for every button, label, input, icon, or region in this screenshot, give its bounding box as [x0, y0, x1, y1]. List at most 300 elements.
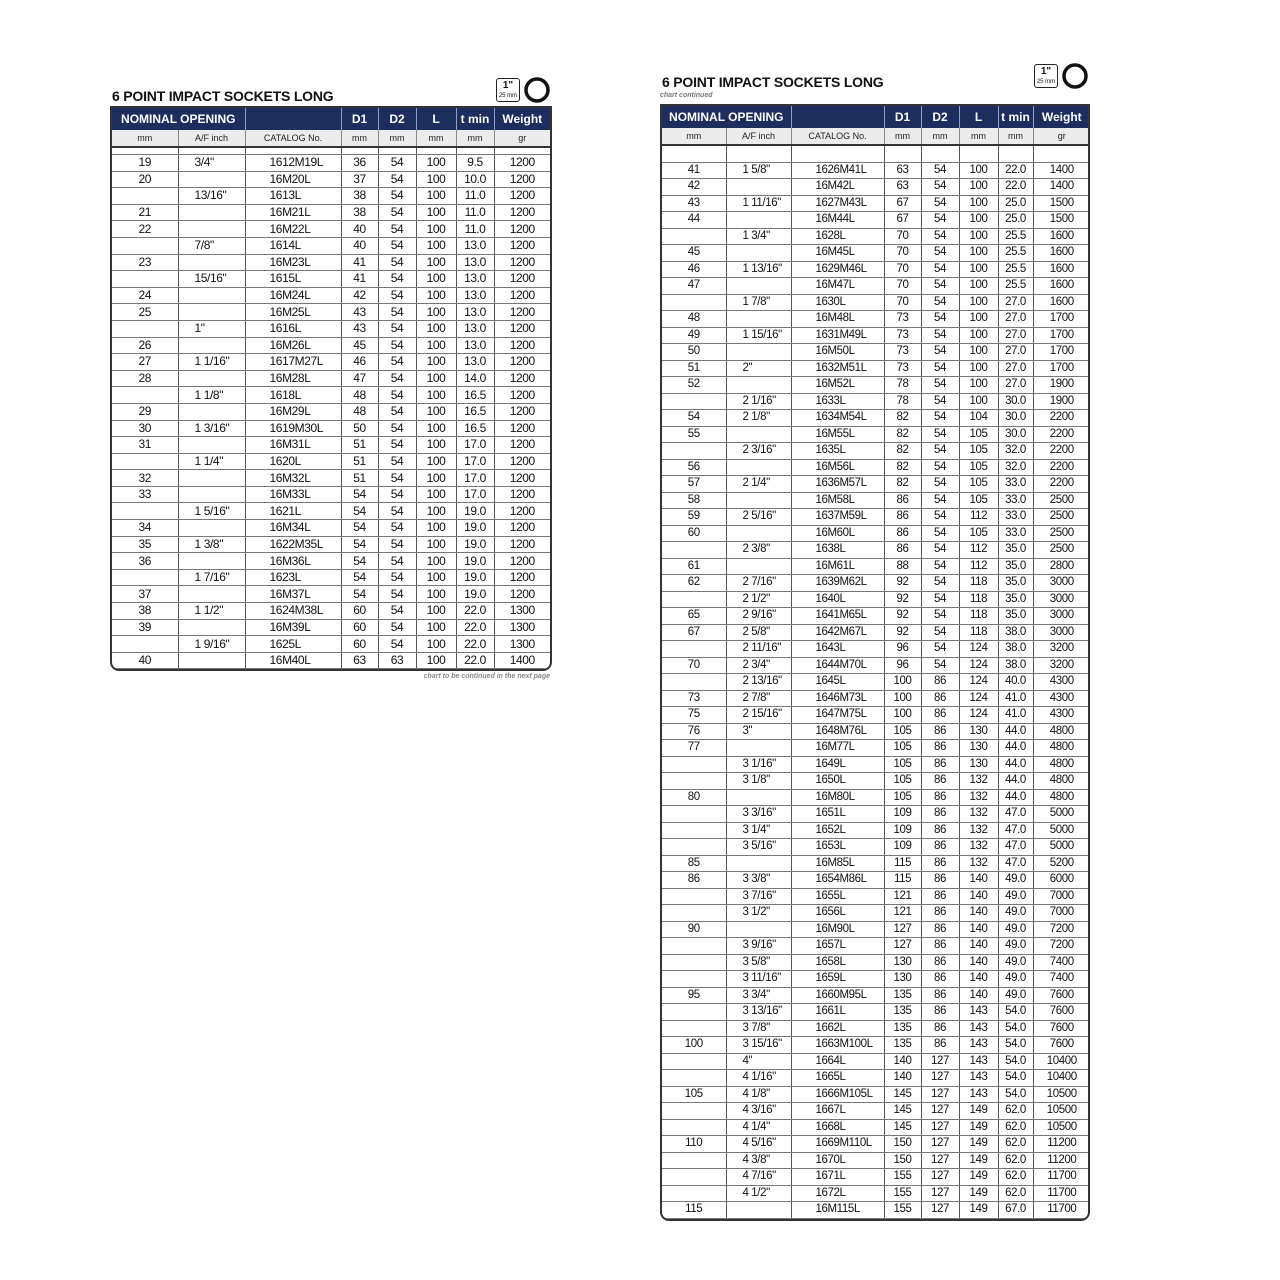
table-row: [662, 1037, 1090, 1054]
af-inch-cell: 4 5/16": [726, 1136, 791, 1153]
l-cell: 112: [959, 542, 998, 559]
catalog-cell: 16M48L: [791, 311, 884, 328]
catalog-cell: 1652L: [791, 822, 884, 839]
mm-cell: 27: [112, 354, 178, 371]
d1-cell: 100: [884, 674, 921, 691]
af-inch-cell: 2 3/4": [726, 657, 791, 674]
table-row: [662, 773, 1090, 790]
catalog-cell: 1670L: [791, 1152, 884, 1169]
mm-cell: [112, 237, 178, 254]
d1-cell: 82: [884, 426, 921, 443]
tmin-cell: 49.0: [998, 872, 1033, 889]
mm-cell: [662, 888, 726, 905]
catalog-cell: 1649L: [791, 756, 884, 773]
weight-cell: 1400: [1033, 179, 1090, 196]
catalog-cell: 1627M43L: [791, 195, 884, 212]
tmin-cell: 38.0: [998, 657, 1033, 674]
d2-cell: 86: [921, 839, 959, 856]
d2-cell: 54: [921, 476, 959, 493]
spacer-cell: [998, 145, 1033, 162]
mm-cell: [112, 453, 178, 470]
weight-cell: 2500: [1033, 492, 1090, 509]
af-inch-cell: 3 15/16": [726, 1037, 791, 1054]
table-row: [662, 723, 1090, 740]
catalog-cell: 16M25L: [245, 304, 341, 321]
mm-cell: 31: [112, 437, 178, 454]
d2-cell: 54: [378, 437, 416, 454]
subheader-mm: mm: [662, 128, 726, 145]
d2-cell: 54: [921, 459, 959, 476]
d1-cell: 105: [884, 740, 921, 757]
catalog-cell: 1645L: [791, 674, 884, 691]
d1-cell: 145: [884, 1103, 921, 1120]
d2-cell: 54: [921, 591, 959, 608]
af-inch-cell: 3 5/16": [726, 839, 791, 856]
d2-cell: 54: [378, 636, 416, 653]
table-row: [112, 354, 550, 371]
tmin-cell: 41.0: [998, 690, 1033, 707]
mm-cell: 20: [112, 171, 178, 188]
table-row: [662, 921, 1090, 938]
l-cell: 105: [959, 476, 998, 493]
catalog-cell: 1655L: [791, 888, 884, 905]
table-row: [662, 426, 1090, 443]
mm-cell: 21: [112, 204, 178, 221]
catalog-cell: 1669M110L: [791, 1136, 884, 1153]
l-cell: 100: [416, 204, 456, 221]
af-inch-cell: [726, 212, 791, 229]
af-inch-cell: [726, 179, 791, 196]
tmin-cell: 40.0: [998, 674, 1033, 691]
d2-cell: 86: [921, 1020, 959, 1037]
tmin-cell: 27.0: [998, 311, 1033, 328]
tmin-cell: 49.0: [998, 888, 1033, 905]
d2-cell: 54: [921, 377, 959, 394]
weight-cell: 3000: [1033, 575, 1090, 592]
d1-cell: 88: [884, 558, 921, 575]
table-row: [662, 1185, 1090, 1202]
mm-cell: 28: [112, 370, 178, 387]
l-cell: 105: [959, 525, 998, 542]
weight-cell: 7600: [1033, 987, 1090, 1004]
af-inch-cell: [726, 377, 791, 394]
catalog-cell: 1644M70L: [791, 657, 884, 674]
d1-cell: 100: [884, 707, 921, 724]
af-inch-cell: 4 1/2": [726, 1185, 791, 1202]
l-cell: 130: [959, 756, 998, 773]
d1-cell: 38: [341, 204, 378, 221]
mm-cell: 49: [662, 327, 726, 344]
d1-cell: 51: [341, 470, 378, 487]
d1-cell: 82: [884, 410, 921, 427]
d2-cell: 54: [921, 525, 959, 542]
l-cell: 100: [959, 228, 998, 245]
af-inch-cell: 3 1/4": [726, 822, 791, 839]
tmin-cell: 13.0: [456, 271, 494, 288]
af-inch-cell: [726, 525, 791, 542]
catalog-cell: 1615L: [245, 271, 341, 288]
mm-cell: [662, 674, 726, 691]
d1-cell: 127: [884, 938, 921, 955]
d1-cell: 41: [341, 254, 378, 271]
weight-cell: 1200: [494, 204, 550, 221]
l-cell: 100: [416, 586, 456, 603]
d2-cell: 54: [921, 228, 959, 245]
subheader-af-inch: A/F inch: [178, 130, 245, 147]
af-inch-cell: 2 7/8": [726, 690, 791, 707]
mm-cell: 90: [662, 921, 726, 938]
catalog-cell: 1639M62L: [791, 575, 884, 592]
af-inch-cell: [726, 311, 791, 328]
l-cell: 105: [959, 426, 998, 443]
mm-cell: 54: [662, 410, 726, 427]
af-inch-cell: 1 5/8": [726, 162, 791, 179]
af-inch-cell: 1 7/8": [726, 294, 791, 311]
d2-cell: 54: [921, 344, 959, 361]
d1-cell: 51: [341, 453, 378, 470]
tmin-cell: 49.0: [998, 954, 1033, 971]
af-inch-cell: 3 1/2": [726, 905, 791, 922]
mm-cell: 50: [662, 344, 726, 361]
d2-cell: 54: [378, 486, 416, 503]
af-inch-cell: 3 7/8": [726, 1020, 791, 1037]
table-row: [662, 591, 1090, 608]
tmin-cell: 35.0: [998, 608, 1033, 625]
subheader-tmin-unit: mm: [998, 128, 1033, 145]
weight-cell: 1200: [494, 171, 550, 188]
af-inch-cell: [178, 370, 245, 387]
catalog-cell: 1628L: [791, 228, 884, 245]
mm-cell: 76: [662, 723, 726, 740]
l-cell: 140: [959, 888, 998, 905]
d1-cell: 86: [884, 509, 921, 526]
l-cell: 130: [959, 723, 998, 740]
catalog-cell: 1654M86L: [791, 872, 884, 889]
socket-table-grid: [662, 106, 1090, 1219]
mm-cell: 38: [112, 603, 178, 620]
tmin-cell: 35.0: [998, 558, 1033, 575]
l-cell: 100: [416, 287, 456, 304]
table-row: [112, 603, 550, 620]
mm-cell: 34: [112, 520, 178, 537]
l-cell: 132: [959, 822, 998, 839]
d1-cell: 82: [884, 459, 921, 476]
weight-cell: 1200: [494, 387, 550, 404]
l-cell: 100: [416, 536, 456, 553]
table-row: [662, 575, 1090, 592]
d2-cell: 54: [921, 393, 959, 410]
l-cell: 118: [959, 575, 998, 592]
table-row: [662, 360, 1090, 377]
mm-cell: 44: [662, 212, 726, 229]
d2-cell: 54: [378, 155, 416, 172]
d1-cell: 43: [341, 320, 378, 337]
table-row: [662, 311, 1090, 328]
l-cell: 143: [959, 1086, 998, 1103]
l-cell: 100: [416, 320, 456, 337]
d2-cell: 54: [378, 237, 416, 254]
weight-cell: 2500: [1033, 542, 1090, 559]
catalog-cell: 16M52L: [791, 377, 884, 394]
weight-cell: 4800: [1033, 773, 1090, 790]
d1-cell: 96: [884, 657, 921, 674]
tmin-cell: 54.0: [998, 1053, 1033, 1070]
l-cell: 100: [416, 470, 456, 487]
catalog-cell: 16M23L: [245, 254, 341, 271]
mm-cell: 58: [662, 492, 726, 509]
catalog-cell: 16M56L: [791, 459, 884, 476]
header-l: L: [416, 108, 456, 130]
d1-cell: 42: [341, 287, 378, 304]
subheader-weight-unit: gr: [494, 130, 550, 147]
af-inch-cell: 2 5/8": [726, 624, 791, 641]
tmin-cell: 19.0: [456, 520, 494, 537]
tmin-cell: 13.0: [456, 254, 494, 271]
d2-cell: 127: [921, 1053, 959, 1070]
weight-cell: 3000: [1033, 608, 1090, 625]
tmin-cell: 44.0: [998, 740, 1033, 757]
mm-cell: [662, 393, 726, 410]
weight-cell: 6000: [1033, 872, 1090, 889]
weight-cell: 3200: [1033, 641, 1090, 658]
catalog-cell: 1658L: [791, 954, 884, 971]
catalog-cell: 16M115L: [791, 1202, 884, 1219]
catalog-cell: 1657L: [791, 938, 884, 955]
mm-cell: 95: [662, 987, 726, 1004]
l-cell: 100: [959, 212, 998, 229]
af-inch-cell: 1 7/16": [178, 569, 245, 586]
spacer-cell: [178, 147, 245, 155]
tmin-cell: 38.0: [998, 624, 1033, 641]
spacer-row: [112, 147, 550, 155]
af-inch-cell: [178, 221, 245, 238]
weight-cell: 11200: [1033, 1152, 1090, 1169]
continuation-footnote: chart to be continued in the next page: [423, 673, 550, 680]
weight-cell: 1200: [494, 437, 550, 454]
table-row: [662, 789, 1090, 806]
weight-cell: 7600: [1033, 1020, 1090, 1037]
tmin-cell: 10.0: [456, 171, 494, 188]
l-cell: 100: [416, 553, 456, 570]
subheader-weight-unit: gr: [1033, 128, 1090, 145]
af-inch-cell: 2 11/16": [726, 641, 791, 658]
table-row: [662, 1070, 1090, 1087]
l-cell: 104: [959, 410, 998, 427]
af-inch-cell: [178, 403, 245, 420]
l-cell: 100: [959, 162, 998, 179]
tmin-cell: 25.0: [998, 212, 1033, 229]
d2-cell: 54: [378, 254, 416, 271]
weight-cell: 5000: [1033, 839, 1090, 856]
tmin-cell: 67.0: [998, 1202, 1033, 1219]
header-nominal-opening: NOMINAL OPENING: [662, 106, 791, 128]
tmin-cell: 22.0: [456, 619, 494, 636]
weight-cell: 10400: [1033, 1070, 1090, 1087]
l-cell: 100: [416, 387, 456, 404]
d2-cell: 54: [921, 212, 959, 229]
weight-cell: 1400: [1033, 162, 1090, 179]
d1-cell: 73: [884, 311, 921, 328]
weight-cell: 1200: [494, 354, 550, 371]
l-cell: 118: [959, 624, 998, 641]
d1-cell: 63: [884, 162, 921, 179]
tmin-cell: 62.0: [998, 1119, 1033, 1136]
l-cell: 100: [959, 245, 998, 262]
mm-cell: 55: [662, 426, 726, 443]
subheader-l-unit: mm: [416, 130, 456, 147]
weight-cell: 1200: [494, 470, 550, 487]
l-cell: 124: [959, 690, 998, 707]
subheader-d2-unit: mm: [378, 130, 416, 147]
d1-cell: 54: [341, 553, 378, 570]
subheader-d1-unit: mm: [341, 130, 378, 147]
table-row: [662, 525, 1090, 542]
spacer-cell: [921, 145, 959, 162]
d1-cell: 100: [884, 690, 921, 707]
l-cell: 100: [959, 195, 998, 212]
socket-table: [110, 106, 552, 671]
d2-cell: 54: [921, 608, 959, 625]
af-inch-cell: 4": [726, 1053, 791, 1070]
tmin-cell: 27.0: [998, 294, 1033, 311]
d1-cell: 60: [341, 636, 378, 653]
spacer-cell: [959, 145, 998, 162]
table-row: [662, 1119, 1090, 1136]
spacer-cell: [726, 145, 791, 162]
af-inch-cell: [726, 278, 791, 295]
weight-cell: 4300: [1033, 674, 1090, 691]
table-row: [662, 377, 1090, 394]
catalog-cell: 16M31L: [245, 437, 341, 454]
d2-cell: 86: [921, 707, 959, 724]
weight-cell: 10400: [1033, 1053, 1090, 1070]
mm-cell: 33: [112, 486, 178, 503]
d1-cell: 140: [884, 1070, 921, 1087]
l-cell: 100: [416, 636, 456, 653]
d2-cell: 54: [378, 403, 416, 420]
catalog-cell: 1629M46L: [791, 261, 884, 278]
d1-cell: 60: [341, 619, 378, 636]
l-cell: 124: [959, 707, 998, 724]
catalog-cell: 1668L: [791, 1119, 884, 1136]
af-inch-cell: [178, 470, 245, 487]
tmin-cell: 22.0: [456, 652, 494, 669]
tmin-cell: 22.0: [456, 636, 494, 653]
catalog-cell: 16M22L: [245, 221, 341, 238]
af-inch-cell: 2": [726, 360, 791, 377]
d1-cell: 70: [884, 261, 921, 278]
l-cell: 100: [416, 304, 456, 321]
d1-cell: 73: [884, 327, 921, 344]
l-cell: 100: [959, 278, 998, 295]
l-cell: 143: [959, 1020, 998, 1037]
catalog-cell: 1638L: [791, 542, 884, 559]
d2-cell: 54: [378, 204, 416, 221]
tmin-cell: 62.0: [998, 1136, 1033, 1153]
catalog-cell: 16M55L: [791, 426, 884, 443]
catalog-cell: 16M40L: [245, 652, 341, 669]
header-d1: D1: [884, 106, 921, 128]
af-inch-cell: [726, 426, 791, 443]
weight-cell: 4300: [1033, 707, 1090, 724]
l-cell: 100: [416, 237, 456, 254]
weight-cell: 1200: [494, 569, 550, 586]
mm-cell: 41: [662, 162, 726, 179]
mm-cell: [662, 822, 726, 839]
d2-cell: 54: [921, 360, 959, 377]
d2-cell: 54: [378, 536, 416, 553]
mm-cell: [662, 228, 726, 245]
weight-cell: 1600: [1033, 261, 1090, 278]
table-row: [662, 740, 1090, 757]
af-inch-cell: [726, 344, 791, 361]
d2-cell: 86: [921, 954, 959, 971]
catalog-cell: 1625L: [245, 636, 341, 653]
mm-cell: [662, 971, 726, 988]
catalog-cell: 16M32L: [245, 470, 341, 487]
mm-cell: 40: [112, 652, 178, 669]
table-row: [662, 707, 1090, 724]
table-row: [112, 370, 550, 387]
weight-cell: 1200: [494, 304, 550, 321]
af-inch-cell: [726, 558, 791, 575]
catalog-cell: 16M50L: [791, 344, 884, 361]
header-d2: D2: [921, 106, 959, 128]
weight-cell: 3200: [1033, 657, 1090, 674]
af-inch-cell: 1 15/16": [726, 327, 791, 344]
d2-cell: 86: [921, 872, 959, 889]
d2-cell: 86: [921, 773, 959, 790]
tmin-cell: 33.0: [998, 492, 1033, 509]
table-row: [662, 228, 1090, 245]
weight-cell: 10500: [1033, 1086, 1090, 1103]
weight-cell: 1700: [1033, 311, 1090, 328]
l-cell: 100: [416, 503, 456, 520]
table-row: [662, 245, 1090, 262]
table-row: [662, 608, 1090, 625]
af-inch-cell: 3": [726, 723, 791, 740]
af-inch-cell: 1 3/16": [178, 420, 245, 437]
af-inch-cell: 4 3/8": [726, 1152, 791, 1169]
tmin-cell: 35.0: [998, 591, 1033, 608]
catalog-cell: 1636M57L: [791, 476, 884, 493]
spacer-cell: [416, 147, 456, 155]
catalog-cell: 1622M35L: [245, 536, 341, 553]
weight-cell: 1300: [494, 636, 550, 653]
header-d2: D2: [378, 108, 416, 130]
d1-cell: 86: [884, 525, 921, 542]
table-row: [662, 756, 1090, 773]
l-cell: 130: [959, 740, 998, 757]
weight-cell: 2500: [1033, 509, 1090, 526]
af-inch-cell: [178, 553, 245, 570]
af-inch-cell: 2 1/8": [726, 410, 791, 427]
tmin-cell: 62.0: [998, 1169, 1033, 1186]
table-title: 6 POINT IMPACT SOCKETS LONG: [112, 88, 334, 104]
af-inch-cell: [178, 254, 245, 271]
table-row: [662, 1152, 1090, 1169]
d2-cell: 54: [921, 443, 959, 460]
l-cell: 149: [959, 1119, 998, 1136]
weight-cell: 10500: [1033, 1103, 1090, 1120]
table-row: [662, 278, 1090, 295]
d2-cell: 86: [921, 756, 959, 773]
mm-cell: 23: [112, 254, 178, 271]
table-row: [112, 287, 550, 304]
catalog-cell: 1624M38L: [245, 603, 341, 620]
table-row: [112, 652, 550, 669]
d2-cell: 127: [921, 1119, 959, 1136]
